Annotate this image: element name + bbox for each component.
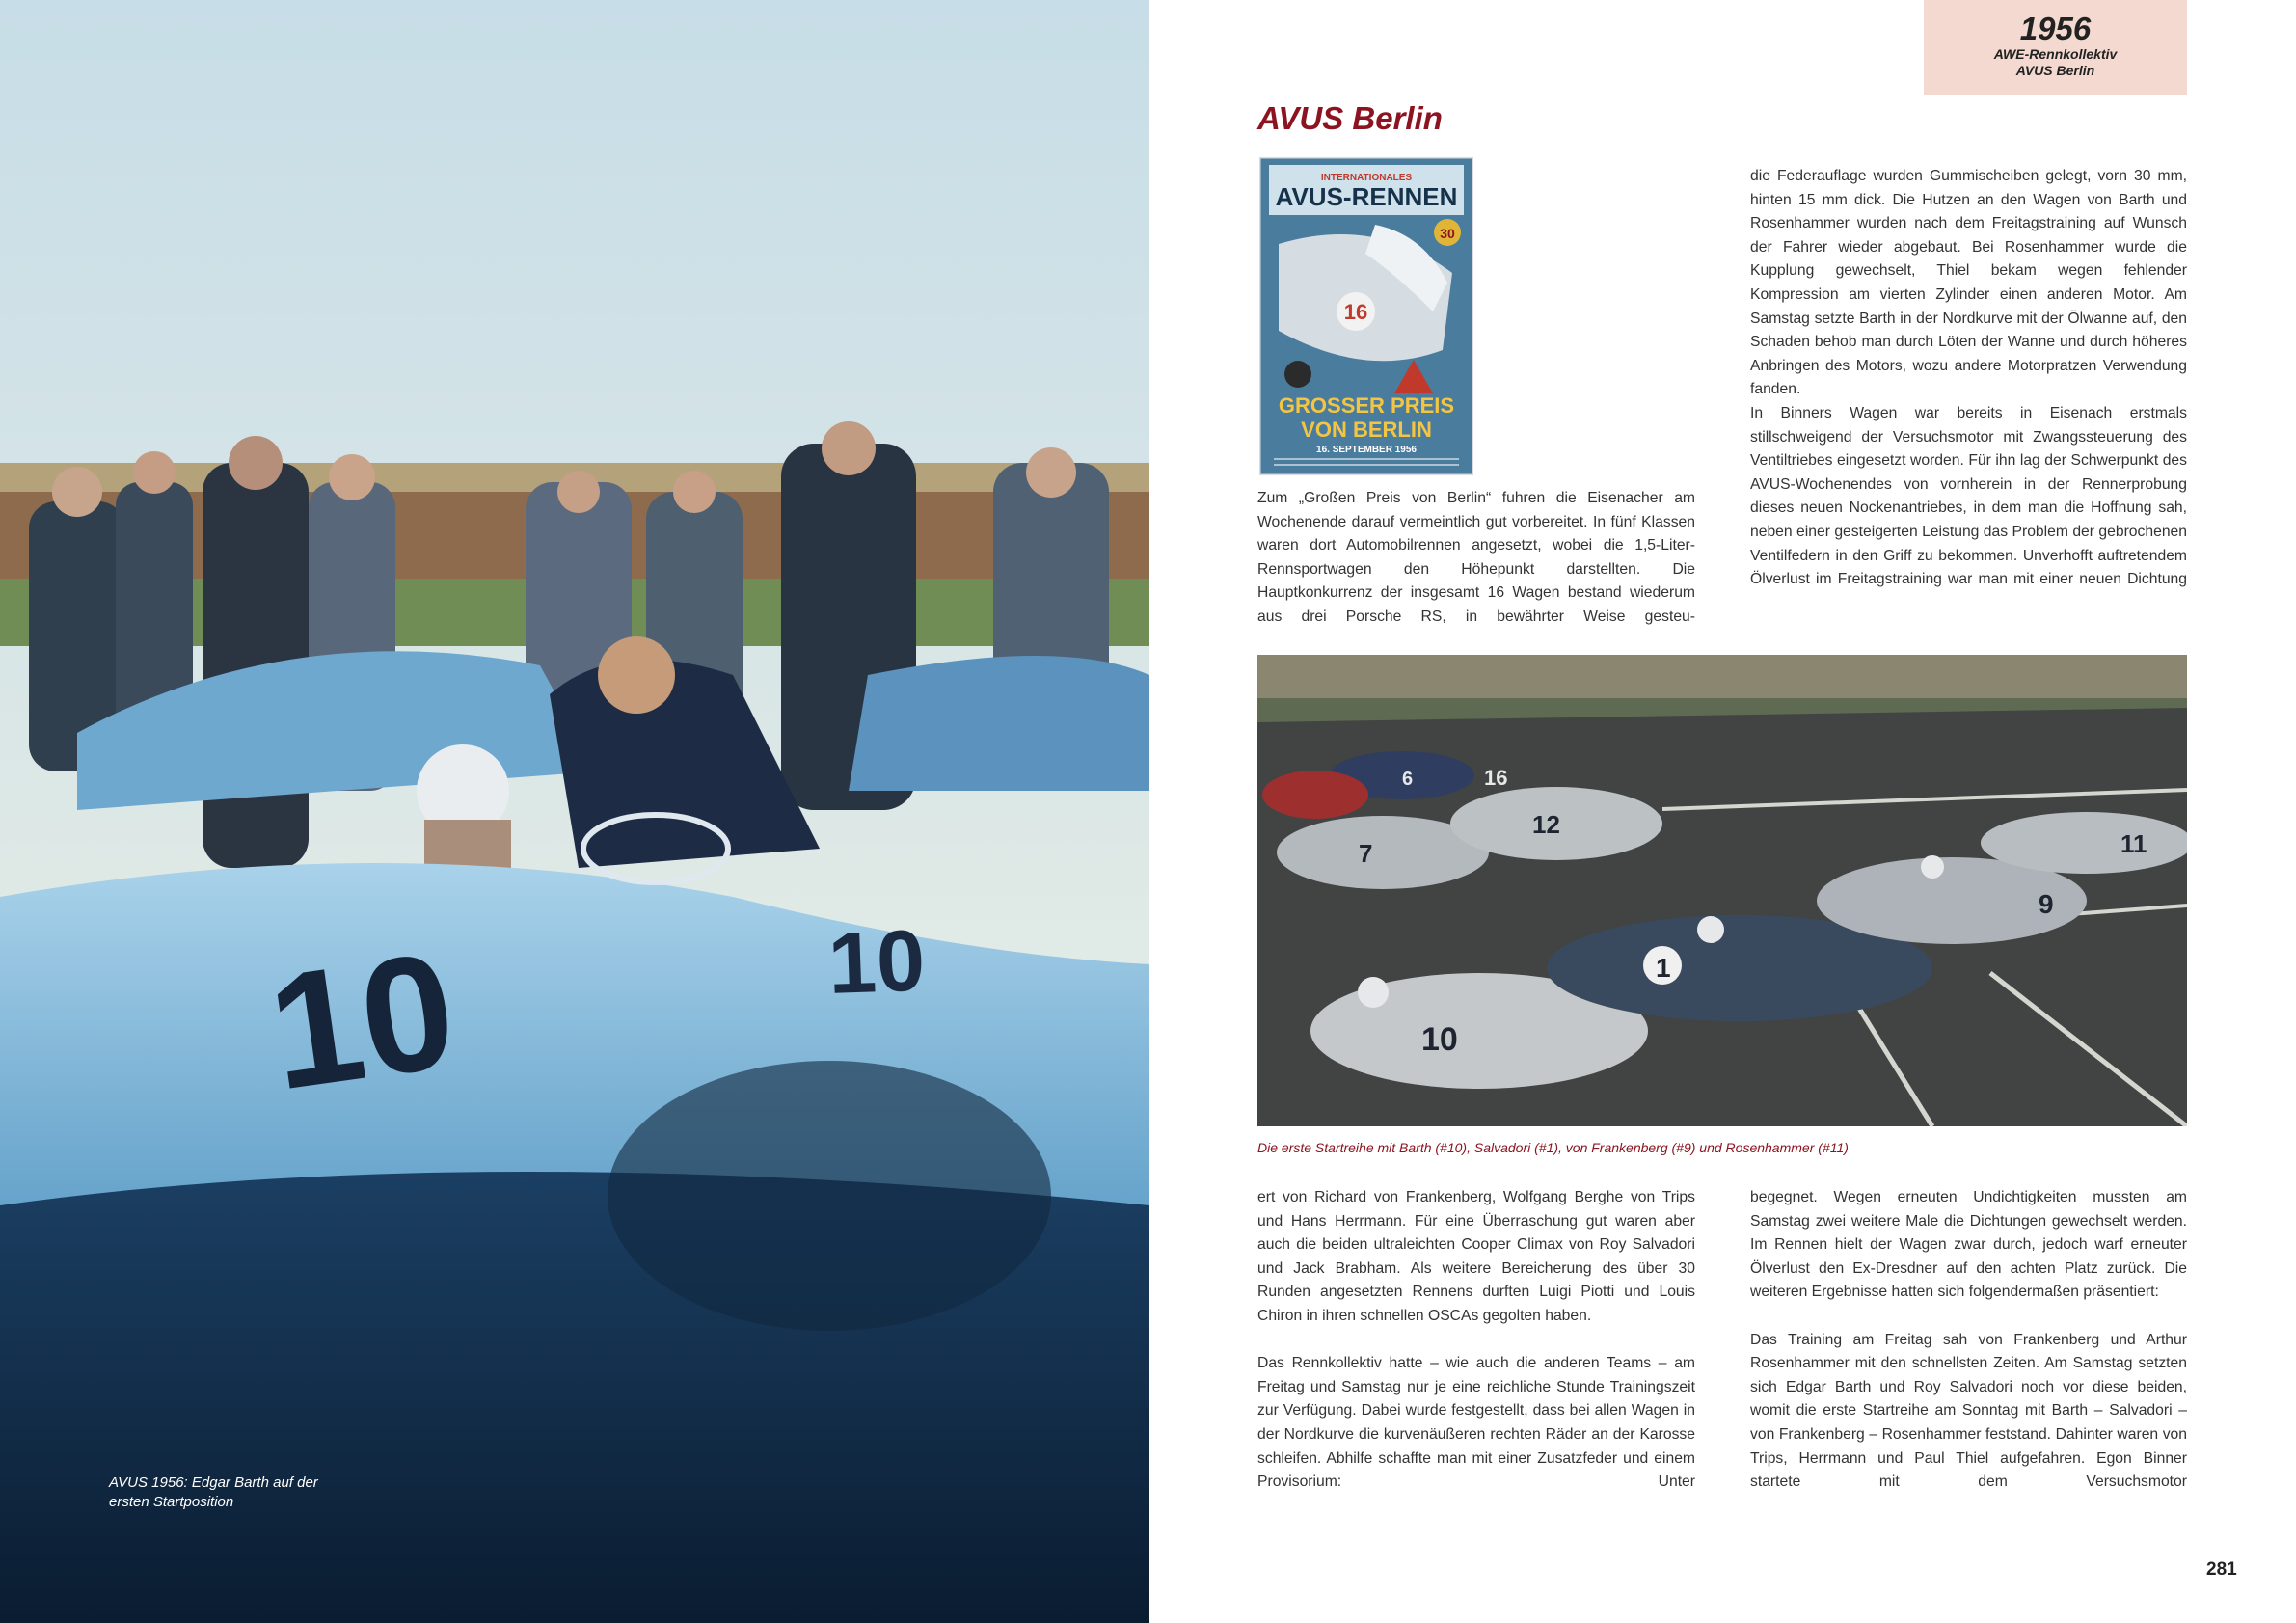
text-column-left-top [1257,487,1695,630]
car-number: 10 [1421,1021,1458,1058]
paragraph: begegnet. Wegen erneuten Undichtigkeiten mussten am Samstag zwei weitere Male die Dichtungen gewechselt werden. Im Rennen hielt der Wagen zwar durch, jedoch warf erneuter Ölverlust den Ex-Dresdner auf den achten Platz zurück. Die weiteren Ergebnisse hatten sich folgendermaßen präsentiert: [1750,1189,2187,1301]
left-caption-line2: ersten Startposition [109,1494,234,1510]
race-poster-image [1259,157,1473,475]
poster-title-line2: VON BERLIN [1301,418,1432,442]
poster-car-number: 16 [1343,300,1368,324]
starting-grid-photo [1257,655,2187,1126]
chapter-year: 1956 [2019,11,2092,46]
chapter-subtitle-line2: AVUS Berlin [2015,63,2095,78]
left-caption-line1: AVUS 1956: Edgar Barth auf der [109,1474,318,1491]
paragraph: ert von Richard von Frankenberg, Wolfgang Berghe von Trips und Hans Herrmann. Für eine Überraschung gut waren aber auch die beiden ultraleichten Cooper Climax von Roy Salvadori und Jack Brabham. Als weitere Bereicherung des über 30 Runden angesetzten Rennens durften Luigi Piotti und Louis Chiron in ihren schnellen OSCAs gegolten haben. [1257,1189,1695,1324]
paragraph: Das Training am Freitag sah von Frankenberg und Arthur Rosenhammer mit den schnellsten Zeiten. Am Samstag setzten sich Edgar Barth und Roy Salvadori noch vor diese beiden, womit die erste Startreihe am Sonntag mit Barth – Salvadori – von Frankenberg – Rosenhammer feststand. Dahinter waren von Trips, Herrmann und Paul Thiel aufgefahren. Egon Binner startete mit dem Versuchsmotor [1750,1331,2187,1491]
car-number: 9 [2039,889,2054,919]
paragraph: In Binners Wagen war bereits in Eisenach erstmals stillschweigend der Versuchsmotor mit Zwangssteuerung des Ventiltriebes eingesetzt worden. Für ihn lag der Schwerpunkt des AVUS-Wochenendes von vornherein in der Rennerprobung dieses neuen Nockenantriebes, in dem man die Hoffnung sah, neben einer gesteigerten Leistung das Problem der gebrochenen Ventilfedern in den Griff zu bekommen. Unverhofft auftretendem Ölverlust im Freitagstraining war man mit einer neuen Dichtung [1750,404,2187,588]
race-poster [1259,157,1473,475]
starting-grid-caption: Die erste Startreihe mit Barth (#10), Salvadori (#1), von Frankenberg (#9) und Rosenhammer (#11) [1257,1140,1849,1155]
car-number: 12 [1532,810,1560,839]
chapter-year-box [1924,0,2187,95]
car-number: 7 [1359,839,1373,868]
car-number: 16 [1484,766,1508,790]
left-photo-caption [109,1474,360,1512]
chapter-subtitle-line1: AWE-Rennkollektiv [1993,46,2118,62]
page-number: 281 [2206,1559,2237,1580]
paragraph: Zum „Großen Preis von Berlin“ fuhren die Eisenacher am Wochenende darauf vermeintlich gut vorbereitet. In fünf Klassen waren dort Automobilrennen angesetzt, wobei die 1,5-Liter-Rennsportwagen den Höhepunkt darstellten. Die Hauptkonkurrenz der insgesamt 16 Wagen bestand wiederum aus drei Porsche RS, in bewährter Weise gesteu- [1257,490,1695,625]
text-column-left-bottom [1257,1186,1695,1495]
car-number: 6 [1402,769,1414,790]
poster-title-line1: GROSSER PREIS [1278,393,1455,418]
poster-badge: 30 [1440,226,1455,241]
poster-top-line: INTERNATIONALES [1320,173,1413,183]
car-number-decal: 10 [258,918,466,1125]
text-column-right-bottom [1750,1186,2187,1495]
car-number: 11 [2120,829,2147,858]
poster-main-line: AVUS-RENNEN [1275,182,1458,211]
paragraph: die Federauflage wurden Gummischeiben gelegt, vorn 30 mm, hinten 15 mm dick. Die Hutzen an den Wagen von Barth und Rosenhammer wurden nach dem Freitagstraining auf Wunsch der Fahrer wieder abgebaut. Bei Rosenhammer wurde die Kupplung gewechselt, Thiel bekam wegen fehlender Kompression am vierten Zylinder einen anderen Motor. Am Samstag setzte Barth in der Nordkurve mit der Ölwanne auf, den Schaden behob man durch Löten der Wanne und durch höheres Anbringen des Motors, wozu andere Motorpratzen Verwendung fanden. [1750,168,2187,398]
article-title: AVUS Berlin [1257,100,1443,136]
car-number-decal-small: 10 [826,912,927,1013]
starting-grid-image [1257,655,2187,1126]
paragraph: Das Rennkollektiv hatte – wie auch die anderen Teams – am Freitag und Samstag nur je eine reichliche Stunde Trainingszeit zur Verfügung. Dabei wurde festgestellt, dass bei allen Wagen in der Nordkurve die kurvenäußeren rechten Räder an der Karosse schleifen. Abhilfe schaffte man mit einer Zusatzfeder und einem Provisorium: Unter [1257,1355,1695,1491]
poster-date: 16. SEPTEMBER 1956 [1316,445,1417,455]
text-column-right-top [1750,165,2187,592]
car-number: 1 [1656,953,1671,983]
